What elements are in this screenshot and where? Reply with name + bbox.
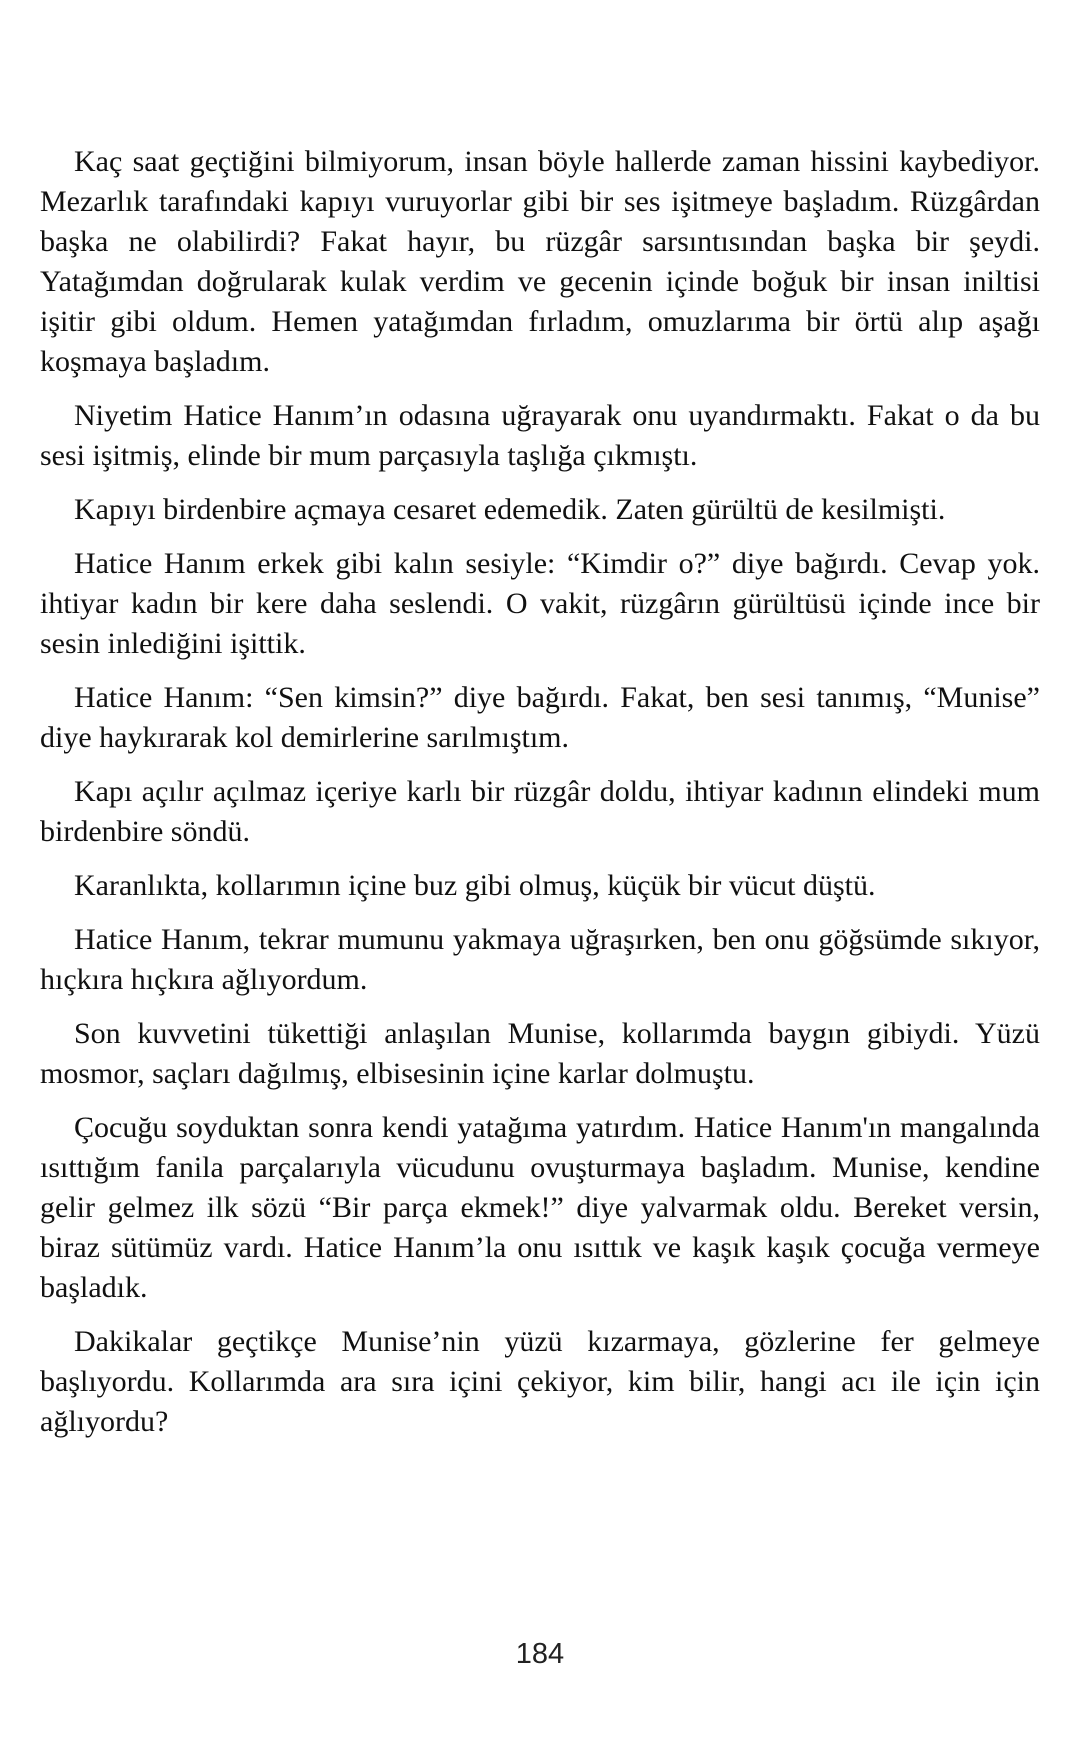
paragraph: Kaç saat geçtiğini bilmiyorum, insan böyle hallerde zaman hissini kaybediyor. Mezarlık tarafındaki kapıyı vuruyorlar gibi bir ses işitmeye başladım. Rüzgârdan başka ne olabilirdi? Fakat hayır, bu rüzgâr sarsıntısından başka bir şeydi. Yatağımdan doğrularak kulak verdim ve gecenin içinde boğuk bir insan iniltisi işitir gibi oldum. Hemen yatağımdan fırladım, omuzlarıma bir örtü alıp aşağı koşmaya başladım. bbox=[40, 145, 1040, 378]
paragraph: Hatice Hanım: “Sen kimsin?” diye bağırdı. Fakat, ben sesi tanımış, “Munise” diye haykırarak kol demirlerine sarılmıştım. bbox=[40, 681, 1040, 754]
paragraph: Son kuvvetini tükettiği anlaşılan Munise, kollarımda baygın gibiydi. Yüzü mosmor, saçları dağılmış, elbisesinin içine karlar dolmuştu. bbox=[40, 1017, 1040, 1090]
page-body bbox=[40, 142, 1040, 1456]
paragraph: Hatice Hanım erkek gibi kalın sesiyle: “Kimdir o?” diye bağırdı. Cevap yok. ihtiyar kadın bir kere daha seslendi. O vakit, rüzgârın gürültüsü içinde ince bir sesin inlediğini işittik. bbox=[40, 547, 1040, 660]
paragraph: Çocuğu soyduktan sonra kendi yatağıma yatırdım. Hatice Hanım'ın mangalında ısıttığım fanila parçalarıyla vücudunu ovuşturmaya başladım. Munise, kendine gelir gelmez ilk sözü “Bir parça ekmek!” diye yalvarmak oldu. Bereket versin, biraz sütümüz vardı. Hatice Hanım’la onu ısıttık ve kaşık kaşık çocuğa vermeye başladık. bbox=[40, 1111, 1040, 1304]
paragraph: Dakikalar geçtikçe Munise’nin yüzü kızarmaya, gözlerine fer gelmeye başlıyordu. Kollarımda ara sıra içini çekiyor, kim bilir, hangi acı ile için için ağlıyordu? bbox=[40, 1325, 1040, 1438]
paragraph: Kapı açılır açılmaz içeriye karlı bir rüzgâr doldu, ihtiyar kadının elindeki mum birdenbire söndü. bbox=[40, 775, 1040, 848]
paragraph: Niyetim Hatice Hanım’ın odasına uğrayarak onu uyandırmaktı. Fakat o da bu sesi işitmiş, elinde bir mum parçasıyla taşlığa çıkmıştı. bbox=[40, 399, 1040, 472]
paragraph: Karanlıkta, kollarımın içine buz gibi olmuş, küçük bir vücut düştü. bbox=[74, 869, 876, 902]
paragraph: Hatice Hanım, tekrar mumunu yakmaya uğraşırken, ben onu göğsümde sıkıyor, hıçkıra hıçkıra ağlıyordum. bbox=[40, 923, 1040, 996]
paragraph: Kapıyı birdenbire açmaya cesaret edemedik. Zaten gürültü de kesilmişti. bbox=[74, 493, 946, 526]
page-number: 184 bbox=[515, 1638, 565, 1670]
